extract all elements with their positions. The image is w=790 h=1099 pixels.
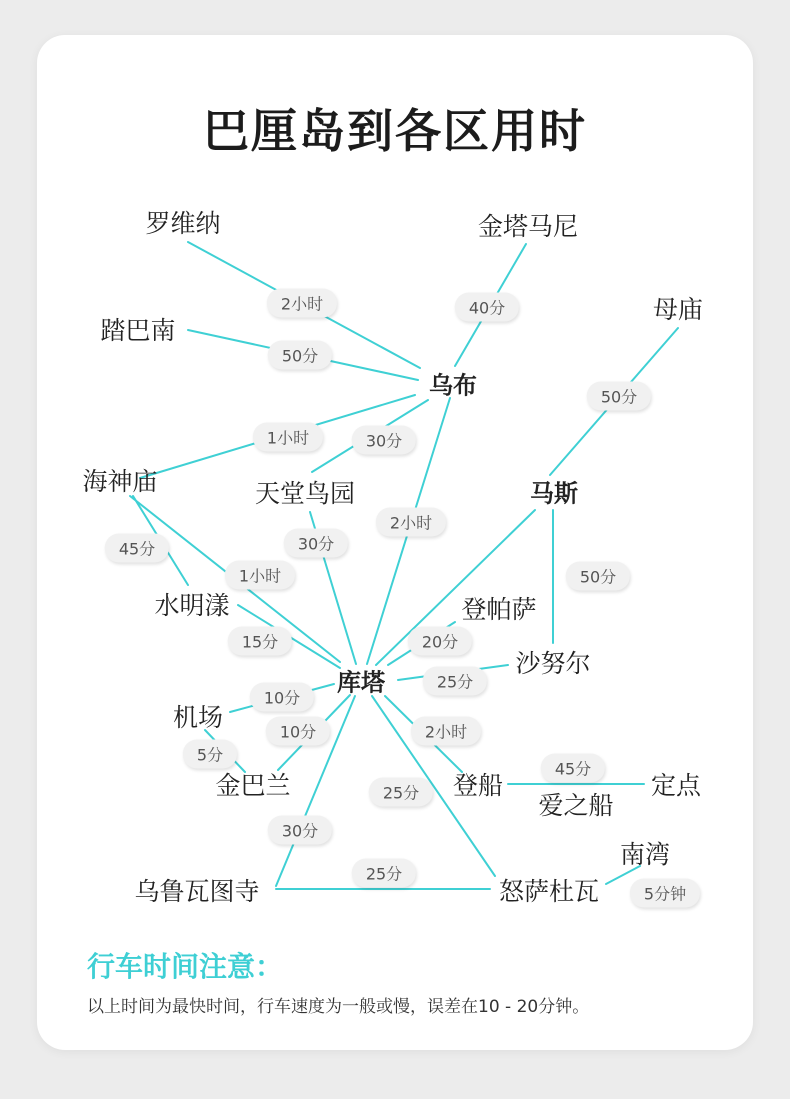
place-jichang: 机场 bbox=[172, 703, 224, 732]
place-jintamani: 金塔马尼 bbox=[477, 212, 579, 241]
duration-luoweina-ubud: 2小时 bbox=[267, 289, 337, 318]
duration-ubud-kuta: 2小时 bbox=[376, 508, 446, 537]
duration-kuta-uluwatu: 30分 bbox=[268, 816, 332, 845]
duration-tiantang-ubud: 30分 bbox=[352, 426, 416, 455]
duration-haishenmiao-kuta: 1小时 bbox=[225, 561, 295, 590]
duration-tabanan-ubud: 50分 bbox=[268, 341, 332, 370]
place-tiantangniaoyuan: 天堂鸟园 bbox=[254, 479, 356, 508]
duration-jichang-kuta: 10分 bbox=[250, 683, 314, 712]
duration-haishenmiao-shuimingyang: 45分 bbox=[105, 534, 169, 563]
place-masi: 马斯 bbox=[530, 479, 578, 508]
duration-jintamani-ubud: 40分 bbox=[455, 293, 519, 322]
duration-kuta-nusadua: 25分 bbox=[369, 778, 433, 807]
place-dingdian: 定点 bbox=[650, 771, 702, 800]
place-tabanan: 踏巴南 bbox=[100, 316, 176, 345]
duration-nanwan-nusadua: 5分钟 bbox=[630, 879, 700, 908]
place-dengpasa: 登帕萨 bbox=[461, 595, 537, 624]
duration-mumiao-masi: 50分 bbox=[587, 382, 651, 411]
place-kuta: 库塔 bbox=[337, 668, 385, 697]
duration-shanuer-kuta: 25分 bbox=[423, 667, 487, 696]
place-jinbalan: 金巴兰 bbox=[215, 771, 291, 800]
duration-jichang-jinbalan: 5分 bbox=[183, 740, 237, 769]
duration-tiantang-kuta: 30分 bbox=[284, 529, 348, 558]
place-dengchuan: 登船 bbox=[452, 771, 504, 800]
place-mumiao: 母庙 bbox=[652, 295, 704, 324]
page-title: 巴厘岛到各区用时 bbox=[203, 104, 587, 158]
place-ubud: 乌布 bbox=[429, 371, 477, 400]
note-text: 以上时间为最快时间，行车速度为一般或慢，误差在10 - 20分钟。 bbox=[87, 997, 590, 1017]
place-uluwatu: 乌鲁瓦图寺 bbox=[134, 877, 260, 906]
duration-masi-shanuer: 50分 bbox=[566, 562, 630, 591]
duration-kuta-dengchuan: 2小时 bbox=[411, 717, 481, 746]
place-nusadua: 怒萨杜瓦 bbox=[498, 877, 600, 906]
duration-dengchuan-dingdian: 45分 bbox=[541, 754, 605, 783]
note-title: 行车时间注意： bbox=[87, 950, 284, 983]
duration-shuimingyang-kuta: 15分 bbox=[228, 627, 292, 656]
duration-uluwatu-nusadua: 25分 bbox=[352, 859, 416, 888]
duration-jinbalan-kuta: 10分 bbox=[266, 717, 330, 746]
place-haishenmiao: 海神庙 bbox=[82, 467, 158, 496]
place-shanuer: 沙努尔 bbox=[515, 649, 591, 678]
place-luoweina: 罗维纳 bbox=[145, 209, 221, 238]
duration-dengpasa-kuta: 20分 bbox=[408, 627, 472, 656]
place-shuimingyang: 水明漾 bbox=[154, 591, 230, 620]
place-nanwan: 南湾 bbox=[619, 840, 671, 869]
duration-haishenmiao-ubud: 1小时 bbox=[253, 423, 323, 452]
place-aizhichuan: 爱之船 bbox=[538, 791, 614, 820]
